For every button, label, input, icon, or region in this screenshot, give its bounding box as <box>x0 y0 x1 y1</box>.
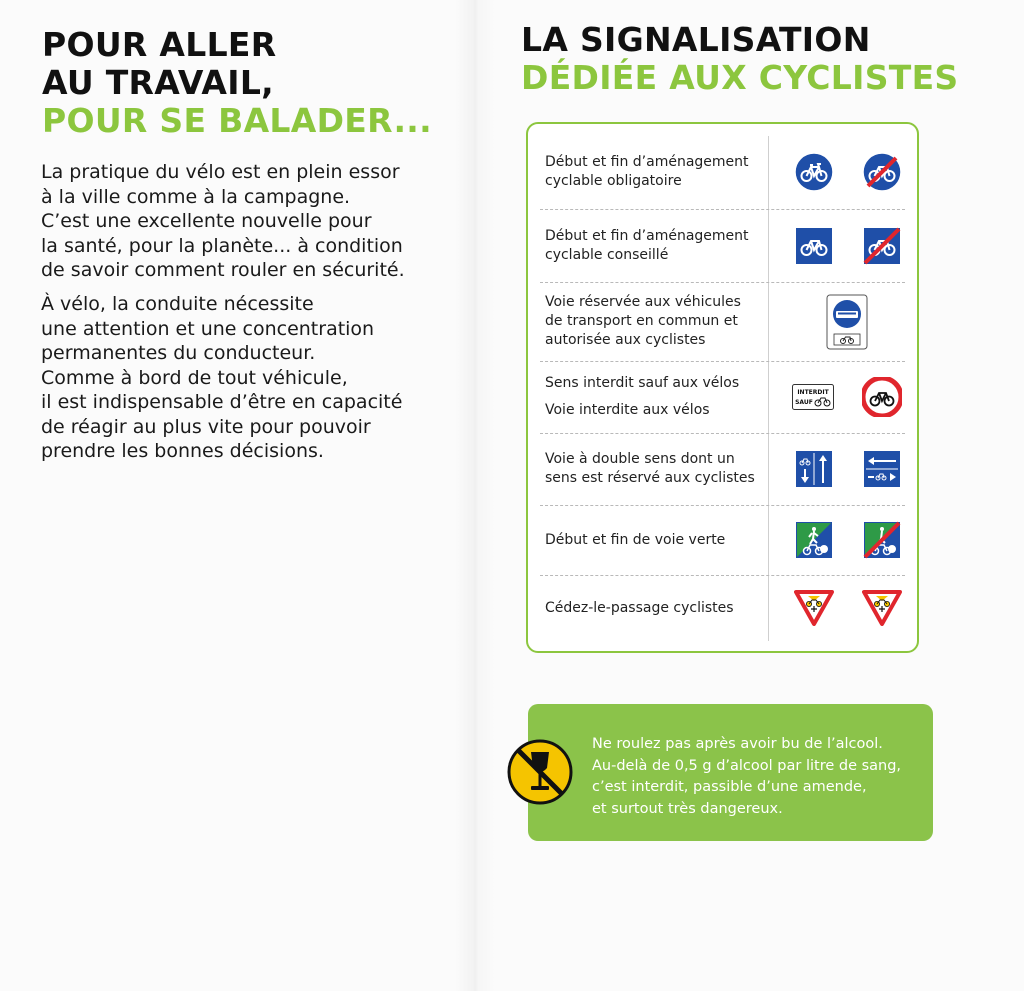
sign-row-transport-commun <box>540 282 905 362</box>
alcohol-warning-box <box>528 704 933 841</box>
greenway-end-sign <box>862 520 902 560</box>
no-alcohol-icon <box>506 738 574 810</box>
page-fold <box>455 0 495 991</box>
left-title-line2: AU TRAVAIL, <box>42 63 275 102</box>
left-title-line3: POUR SE BALADER... <box>42 101 432 140</box>
svg-text:SAUF: SAUF <box>795 399 813 406</box>
sign-row-double-sens <box>540 433 905 506</box>
right-title-line2: DÉDIÉE AUX CYCLISTES <box>521 58 959 97</box>
sign-row-label: Début et fin de voie verte <box>545 531 726 548</box>
advised-cycle-path-start-sign <box>794 226 834 266</box>
cyclist-yield-sign <box>794 590 834 626</box>
sign-row-cedez-passage <box>540 575 905 641</box>
intro-paragraph-1: La pratique du vélo est en plein essor à la ville comme à la campagne. C’est une excellente nouvelle pour la santé, pour la planète... à condition de savoir comment rouler en sécurité. <box>41 161 405 281</box>
greenway-start-sign <box>794 520 834 560</box>
intro-paragraph-2: À vélo, la conduite nécessite une attention et une concentration permanentes du conducteur. Comme à bord de tout véhicule, il est indispensable d’être en capacité de réagir au plus vite pour pouvoir prendre les bonnes décisions. <box>41 293 403 462</box>
cyclist-yield-sign-2 <box>862 590 902 626</box>
two-way-cycle-lane-sign <box>794 449 834 489</box>
sign-row-voie-verte <box>540 505 905 576</box>
mandatory-cycle-path-end-sign <box>862 152 902 192</box>
sign-row-label: Début et fin d’aménagement cyclable conseillé <box>545 227 749 263</box>
mandatory-cycle-path-start-sign <box>794 152 834 192</box>
sign-row-label: Sens interdit sauf aux vélos <box>545 375 740 391</box>
sign-row-label-2: Voie interdite aux vélos <box>545 402 710 418</box>
right-title <box>521 21 958 97</box>
sign-row-obligatoire <box>540 134 905 210</box>
sign-row-label: Voie à double sens dont un sens est réservé aux cyclistes <box>545 451 755 486</box>
left-title-line1: POUR ALLER <box>42 25 277 64</box>
svg-text:INTERDIT: INTERDIT <box>797 389 829 396</box>
alcohol-warning-text: Ne roulez pas après avoir bu de l’alcool. Au-delà de 0,5 g d’alcool par litre de sang, c’est interdit, passible d’une amende, et surtout très dangereux. <box>592 736 902 817</box>
advised-cycle-path-end-sign <box>862 226 902 266</box>
bus-lane-cyclists-allowed-sign <box>826 294 868 350</box>
no-entry-except-bikes-panel <box>792 384 834 410</box>
no-bicycles-sign <box>862 377 902 417</box>
sign-row-conseille <box>540 209 905 283</box>
right-title-line1: LA SIGNALISATION <box>521 20 871 59</box>
sign-row-label: Début et fin d’aménagement cyclable obligatoire <box>545 153 749 189</box>
sign-row-label: Cédez-le-passage cyclistes <box>545 599 734 616</box>
left-title <box>42 26 432 140</box>
sign-row-sens-interdit <box>540 361 905 434</box>
contraflow-cycle-lane-sign <box>862 449 902 489</box>
signs-table <box>526 122 919 653</box>
sign-row-label: Voie réservée aux véhicules de transport en commun et autorisée aux cyclistes <box>545 294 741 348</box>
